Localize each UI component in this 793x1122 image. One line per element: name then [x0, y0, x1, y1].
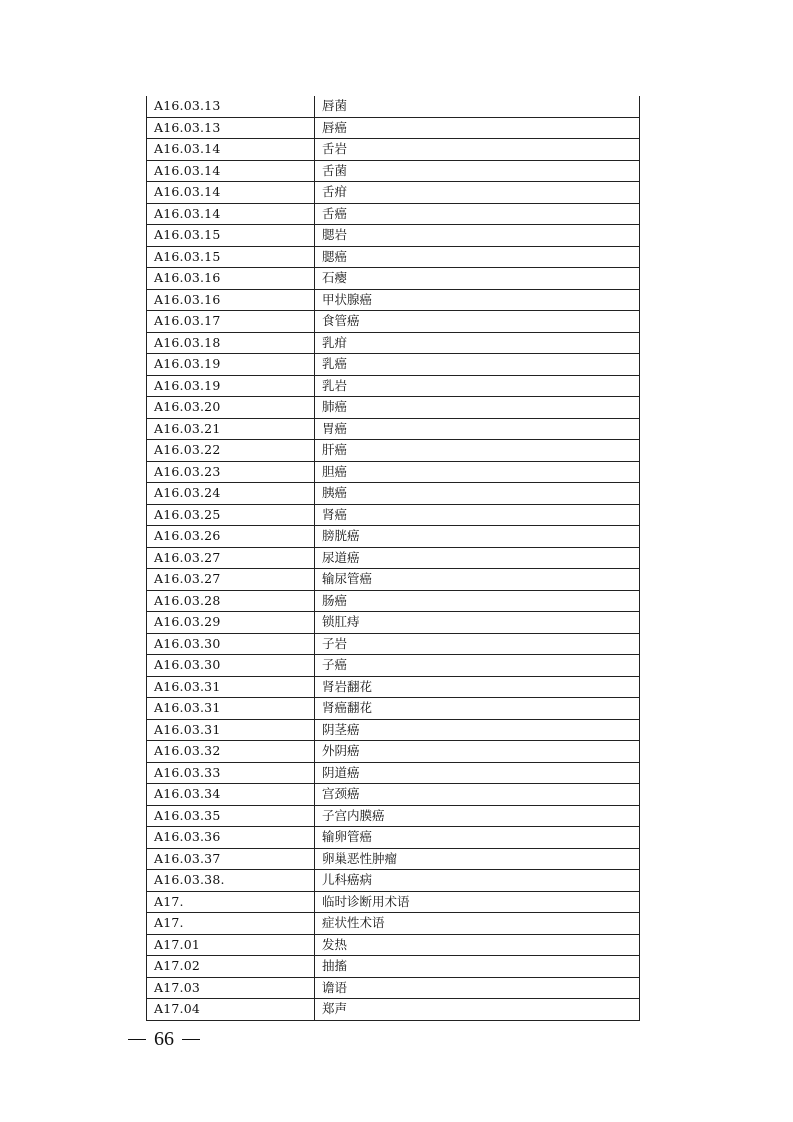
code-cell: A16.03.32 [147, 741, 315, 763]
table-row [147, 547, 640, 569]
term-table-container [146, 96, 639, 1021]
term-cell: 肠癌 [315, 590, 640, 612]
term-cell: 子宫内膜癌 [315, 805, 640, 827]
code-cell: A16.03.20 [147, 397, 315, 419]
term-cell: 肝癌 [315, 440, 640, 462]
term-cell: 阴道癌 [315, 762, 640, 784]
code-cell: A16.03.27 [147, 547, 315, 569]
code-cell: A17.02 [147, 956, 315, 978]
code-cell: A16.03.19 [147, 354, 315, 376]
table-row [147, 504, 640, 526]
table-row [147, 332, 640, 354]
code-cell: A17.04 [147, 999, 315, 1021]
term-cell: 胰癌 [315, 483, 640, 505]
code-cell: A16.03.30 [147, 655, 315, 677]
table-row [147, 225, 640, 247]
table-row [147, 956, 640, 978]
code-cell: A16.03.31 [147, 719, 315, 741]
term-cell: 郑声 [315, 999, 640, 1021]
code-cell: A17.01 [147, 934, 315, 956]
table-row [147, 934, 640, 956]
table-row [147, 311, 640, 333]
term-cell: 肾癌 [315, 504, 640, 526]
table-row [147, 526, 640, 548]
left-dash [128, 1039, 146, 1041]
code-cell: A16.03.33 [147, 762, 315, 784]
term-cell: 腮癌 [315, 246, 640, 268]
table-row [147, 999, 640, 1021]
code-cell: A16.03.19 [147, 375, 315, 397]
term-cell: 胃癌 [315, 418, 640, 440]
term-cell: 食管癌 [315, 311, 640, 333]
term-cell: 肾岩翻花 [315, 676, 640, 698]
table-row [147, 268, 640, 290]
code-cell: A16.03.15 [147, 246, 315, 268]
table-row [147, 96, 640, 117]
table-row [147, 418, 640, 440]
code-cell: A16.03.13 [147, 96, 315, 117]
code-cell: A16.03.14 [147, 182, 315, 204]
table-row [147, 397, 640, 419]
term-cell: 临时诊断用术语 [315, 891, 640, 913]
table-row [147, 784, 640, 806]
code-cell: A16.03.27 [147, 569, 315, 591]
code-cell: A16.03.26 [147, 526, 315, 548]
code-cell: A16.03.13 [147, 117, 315, 139]
right-dash [182, 1039, 200, 1041]
code-cell: A16.03.14 [147, 139, 315, 161]
code-cell: A16.03.28 [147, 590, 315, 612]
code-cell: A16.03.25 [147, 504, 315, 526]
code-cell: A16.03.31 [147, 698, 315, 720]
table-row [147, 741, 640, 763]
term-cell: 子岩 [315, 633, 640, 655]
code-cell: A16.03.29 [147, 612, 315, 634]
term-cell: 阴茎癌 [315, 719, 640, 741]
term-cell: 卵巢恶性肿瘤 [315, 848, 640, 870]
term-cell: 尿道癌 [315, 547, 640, 569]
table-row [147, 289, 640, 311]
code-cell: A16.03.37 [147, 848, 315, 870]
term-cell: 腮岩 [315, 225, 640, 247]
table-row [147, 612, 640, 634]
table-row [147, 676, 640, 698]
term-cell: 舌岩 [315, 139, 640, 161]
page-footer [128, 1028, 200, 1051]
table-row [147, 440, 640, 462]
code-cell: A16.03.14 [147, 203, 315, 225]
term-cell: 谵语 [315, 977, 640, 999]
code-cell: A16.03.17 [147, 311, 315, 333]
code-cell: A16.03.36 [147, 827, 315, 849]
code-cell: A16.03.16 [147, 289, 315, 311]
table-row [147, 719, 640, 741]
term-table-body [147, 96, 640, 1020]
term-cell: 发热 [315, 934, 640, 956]
term-cell: 输卵管癌 [315, 827, 640, 849]
code-cell: A16.03.31 [147, 676, 315, 698]
code-cell: A16.03.34 [147, 784, 315, 806]
code-cell: A16.03.18 [147, 332, 315, 354]
table-row [147, 375, 640, 397]
term-cell: 肺癌 [315, 397, 640, 419]
table-row [147, 182, 640, 204]
table-row [147, 698, 640, 720]
code-cell: A17. [147, 913, 315, 935]
code-cell: A16.03.38. [147, 870, 315, 892]
term-cell: 儿科癌病 [315, 870, 640, 892]
code-cell: A16.03.14 [147, 160, 315, 182]
term-cell: 舌癌 [315, 203, 640, 225]
table-row [147, 461, 640, 483]
table-row [147, 913, 640, 935]
term-cell: 锁肛痔 [315, 612, 640, 634]
code-cell: A17. [147, 891, 315, 913]
table-row [147, 354, 640, 376]
term-cell: 外阴癌 [315, 741, 640, 763]
term-cell: 抽搐 [315, 956, 640, 978]
term-cell: 肾癌翻花 [315, 698, 640, 720]
table-row [147, 160, 640, 182]
code-cell: A16.03.15 [147, 225, 315, 247]
table-row [147, 805, 640, 827]
code-cell: A16.03.21 [147, 418, 315, 440]
term-cell: 膀胱癌 [315, 526, 640, 548]
page-number: 66 [154, 1028, 174, 1050]
term-cell: 唇菌 [315, 96, 640, 117]
term-cell: 胆癌 [315, 461, 640, 483]
term-cell: 唇癌 [315, 117, 640, 139]
table-row [147, 139, 640, 161]
table-row [147, 827, 640, 849]
table-row [147, 762, 640, 784]
table-row [147, 590, 640, 612]
table-row [147, 633, 640, 655]
code-cell: A16.03.16 [147, 268, 315, 290]
table-row [147, 569, 640, 591]
table-row [147, 655, 640, 677]
term-cell: 甲状腺癌 [315, 289, 640, 311]
term-cell: 石瘿 [315, 268, 640, 290]
term-cell: 乳岩 [315, 375, 640, 397]
code-cell: A16.03.30 [147, 633, 315, 655]
term-cell: 乳癌 [315, 354, 640, 376]
term-cell: 子癌 [315, 655, 640, 677]
term-cell: 舌疳 [315, 182, 640, 204]
term-cell: 舌菌 [315, 160, 640, 182]
table-row [147, 870, 640, 892]
table-row [147, 891, 640, 913]
term-cell: 乳疳 [315, 332, 640, 354]
code-cell: A16.03.35 [147, 805, 315, 827]
table-row [147, 848, 640, 870]
table-row [147, 483, 640, 505]
table-row [147, 117, 640, 139]
term-cell: 宫颈癌 [315, 784, 640, 806]
code-cell: A17.03 [147, 977, 315, 999]
code-cell: A16.03.22 [147, 440, 315, 462]
table-row [147, 977, 640, 999]
table-row [147, 246, 640, 268]
code-cell: A16.03.24 [147, 483, 315, 505]
term-cell: 输尿管癌 [315, 569, 640, 591]
term-cell: 症状性术语 [315, 913, 640, 935]
code-cell: A16.03.23 [147, 461, 315, 483]
table-row [147, 203, 640, 225]
term-table [146, 96, 640, 1021]
